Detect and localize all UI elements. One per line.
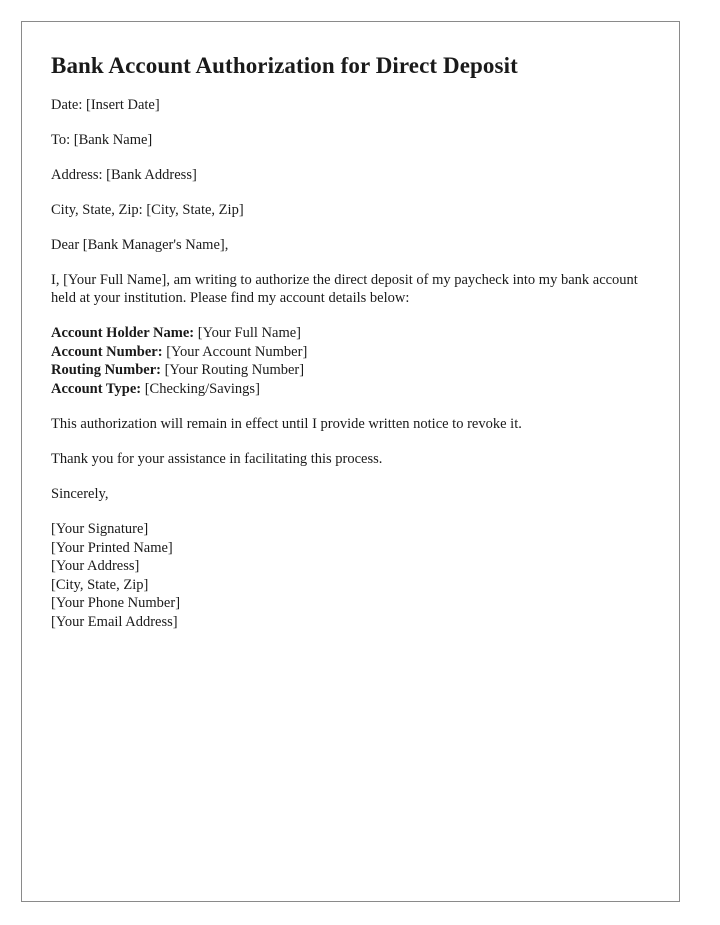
- letter-body: [51, 52, 651, 631]
- phone-line: [Your Phone Number]: [51, 595, 181, 611]
- account-holder-name-value: [Your Full Name]: [194, 325, 301, 341]
- account-type-value: [Checking/Savings]: [141, 380, 260, 397]
- authorization-note: This authorization will remain in effect until I provide written notice to revoke it.: [51, 416, 522, 432]
- address-line: Address: [Bank Address]: [51, 167, 197, 183]
- routing-number-row: [51, 361, 651, 380]
- account-number-row: [51, 343, 651, 362]
- account-number-label: Account Number:: [51, 343, 163, 360]
- thanks-line: Thank you for your assistance in facilitating this process.: [51, 451, 383, 467]
- salutation: Dear [Bank Manager's Name],: [51, 237, 229, 253]
- printed-name-line: [Your Printed Name]: [51, 539, 173, 556]
- account-type-label: Account Type:: [51, 380, 142, 397]
- to-line: To: [Bank Name]: [51, 132, 153, 148]
- routing-number-value: [Your Routing Number]: [160, 362, 305, 378]
- account-details: [51, 324, 651, 398]
- sender-address-line: [Your Address]: [51, 558, 140, 574]
- account-type-row: [51, 380, 651, 399]
- city-state-zip-line: City, State, Zip: [City, State, Zip]: [51, 202, 244, 218]
- account-number-value: [Your Account Number]: [162, 343, 308, 360]
- document-title: Bank Account Authorization for Direct Deposit: [51, 53, 518, 78]
- account-holder-name-label: Account Holder Name:: [51, 325, 195, 341]
- closing: Sincerely,: [51, 486, 109, 502]
- sender-city-line: [City, State, Zip]: [51, 576, 149, 593]
- signature-line: [Your Signature]: [51, 521, 149, 537]
- email-line: [Your Email Address]: [51, 613, 178, 630]
- account-holder-name-row: [51, 324, 651, 343]
- signature-block: [51, 520, 651, 631]
- date-line: Date: [Insert Date]: [51, 97, 160, 113]
- routing-number-label: Routing Number:: [51, 362, 161, 378]
- intro-paragraph: I, [Your Full Name], am writing to authorize the direct deposit of my paycheck into my bank account held at your institution. Please find my account details below:: [51, 272, 638, 306]
- document-page: [21, 21, 680, 902]
